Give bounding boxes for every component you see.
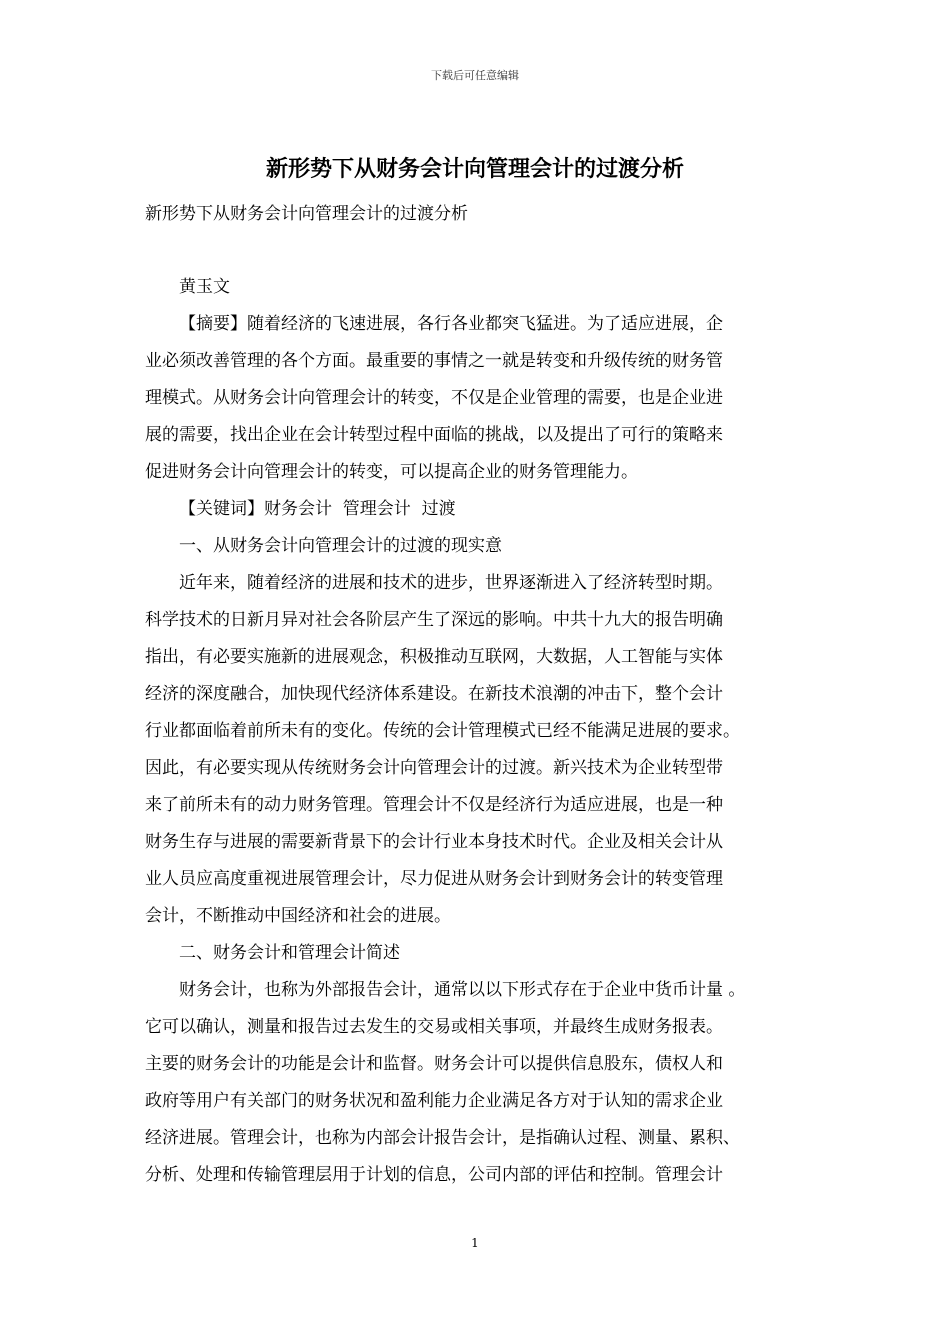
section-2-line: 它可以确认，测量和报告过去发生的交易或相关事项，并最终生成财务报表。 (145, 1017, 723, 1037)
section-2-line: 主要的财务会计的功能是会计和监督。财务会计可以提供信息股东，债权人和 (145, 1054, 723, 1074)
section-2-heading: 二、财务会计和管理会计简述 (179, 943, 400, 963)
section-1-line: 财务生存与进展的需要新背景下的会计行业本身技术时代。企业及相关会计从 (145, 832, 723, 852)
document-subtitle: 新形势下从财务会计向管理会计的过渡分析 (145, 204, 468, 224)
section-1-line: 指出，有必要实施新的进展观念，积极推动互联网，大数据，人工智能与实体 (145, 647, 723, 667)
section-1-paragraph (145, 565, 807, 935)
document-title: 新形势下从财务会计向管理会计的过渡分析 (265, 156, 684, 182)
author-name: 黄玉文 (179, 277, 230, 297)
abstract-line: 业必须改善管理的各个方面。最重要的事情之一就是转变和升级传统的财务管 (145, 351, 723, 371)
abstract-line: 促进财务会计向管理会计的转变，可以提高企业的财务管理能力。 (145, 462, 638, 482)
section-2-line: 分析、处理和传输管理层用于计划的信息，公司内部的评估和控制。管理会计 (145, 1165, 723, 1185)
section-1-line: 经济的深度融合，加快现代经济体系建设。在新技术浪潮的冲击下，整个会计 (145, 684, 723, 704)
section-2-line: 财务会计，也称为外部报告会计，通常以以下形式存在于企业中货币计量 。 (179, 980, 746, 1000)
abstract-line: 【摘要】随着经济的飞速进展，各行各业都突飞猛进。为了适应进展，企 (179, 314, 723, 334)
section-2-line: 经济进展。管理会计，也称为内部会计报告会计，是指确认过程、测量、累积、 (145, 1128, 740, 1148)
section-1-line: 来了前所未有的动力财务管理。管理会计不仅是经济行为适应进展，也是一种 (145, 795, 723, 815)
section-1-heading: 一、从财务会计向管理会计的过渡的现实意 (179, 536, 502, 556)
document-body (145, 269, 807, 1194)
abstract-line: 理模式。从财务会计向管理会计的转变，不仅是企业管理的需要，也是企业进 (145, 388, 723, 408)
abstract-paragraph (145, 306, 807, 491)
section-2-line: 政府等用户有关部门的财务状况和盈利能力企业满足各方对于认知的需求企业 (145, 1091, 723, 1111)
section-2-paragraph (145, 972, 807, 1194)
section-1-line: 业人员应高度重视进展管理会计，尽力促进从财务会计到财务会计的转变管理 (145, 869, 723, 889)
section-1-line: 会计，不断推动中国经济和社会的进展。 (145, 906, 451, 926)
header-note: 下载后可任意编辑 (431, 69, 519, 82)
keywords-line: 【关键词】财务会计 管理会计 过渡 (179, 499, 456, 519)
section-1-line: 因此，有必要实现从传统财务会计向管理会计的过渡。新兴技术为企业转型带 (145, 758, 723, 778)
section-1-line: 近年来，随着经济的进展和技术的进步，世界逐渐进入了经济转型时期。 (179, 573, 723, 593)
abstract-line: 展的需要，找出企业在会计转型过程中面临的挑战，以及提出了可行的策略来 (145, 425, 723, 445)
section-1-line: 科学技术的日新月异对社会各阶层产生了深远的影响。中共十九大的报告明确 (145, 610, 723, 630)
page-number: 1 (471, 1236, 479, 1250)
section-1-line: 行业都面临着前所未有的变化。传统的会计管理模式已经不能满足进展的要求。 (145, 721, 740, 741)
